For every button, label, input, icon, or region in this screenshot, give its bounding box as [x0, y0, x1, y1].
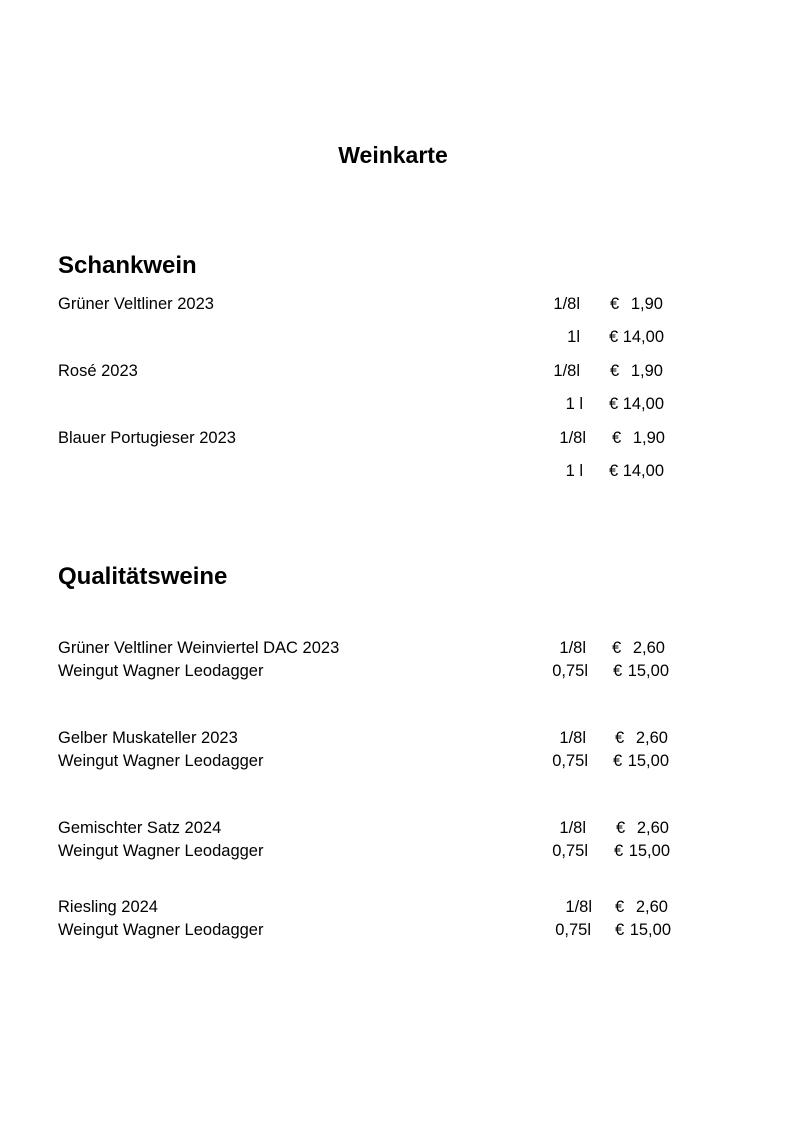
- currency-symbol: €: [610, 362, 620, 380]
- wine-volume: 1 l: [565, 395, 583, 413]
- currency-symbol: €: [615, 921, 625, 939]
- wine-volume: 0,75l: [555, 921, 591, 939]
- wine-price: 1,90: [632, 429, 665, 447]
- wine-price: 2,60: [635, 898, 668, 916]
- currency-symbol: €: [613, 662, 623, 680]
- wine-name: Grüner Veltliner Weinviertel DAC 2023: [58, 639, 340, 657]
- currency-symbol: €: [612, 429, 622, 447]
- wine-volume: 1 l: [565, 462, 583, 480]
- wine-name: Gelber Muskateller 2023: [58, 729, 238, 747]
- currency-symbol: €: [610, 295, 620, 313]
- wine-volume: 1/8l: [553, 295, 580, 313]
- wine-name: Gemischter Satz 2024: [58, 819, 222, 837]
- currency-symbol: €: [609, 395, 619, 413]
- wine-volume: 1/8l: [559, 819, 586, 837]
- wine-name: Riesling 2024: [58, 898, 158, 916]
- wine-price: 15,00: [627, 662, 669, 680]
- currency-symbol: €: [616, 819, 626, 837]
- currency-symbol: €: [613, 752, 623, 770]
- section-heading-schankwein: Schankwein: [58, 252, 197, 279]
- currency-symbol: €: [612, 639, 622, 657]
- wine-price: 2,60: [636, 819, 669, 837]
- wine-volume: 1/8l: [559, 639, 586, 657]
- currency-symbol: €: [614, 842, 624, 860]
- wine-volume: 0,75l: [552, 752, 588, 770]
- wine-price: 15,00: [627, 752, 669, 770]
- wine-price: 14,00: [622, 328, 664, 346]
- page-title: Weinkarte: [338, 142, 448, 168]
- winery-name: Weingut Wagner Leodagger: [58, 662, 264, 680]
- section-heading-qualitaetsweine: Qualitätsweine: [58, 563, 228, 590]
- wine-volume: 1/8l: [553, 362, 580, 380]
- wine-price: 14,00: [622, 462, 664, 480]
- winery-name: Weingut Wagner Leodagger: [58, 921, 264, 939]
- wine-volume: 0,75l: [552, 662, 588, 680]
- wine-price: 2,60: [632, 639, 665, 657]
- wine-volume: 1/8l: [559, 729, 586, 747]
- wine-price: 2,60: [635, 729, 668, 747]
- wine-name: Grüner Veltliner 2023: [58, 295, 214, 313]
- wine-volume: 1/8l: [565, 898, 592, 916]
- wine-price: 15,00: [628, 842, 670, 860]
- currency-symbol: €: [609, 328, 619, 346]
- wine-volume: 0,75l: [552, 842, 588, 860]
- wine-price: 15,00: [629, 921, 671, 939]
- currency-symbol: €: [615, 898, 625, 916]
- wine-name: Rosé 2023: [58, 362, 138, 380]
- wine-volume: 1l: [567, 328, 580, 346]
- wine-price: 1,90: [630, 295, 663, 313]
- wine-volume: 1/8l: [559, 429, 586, 447]
- currency-symbol: €: [609, 462, 619, 480]
- currency-symbol: €: [615, 729, 625, 747]
- wine-price: 1,90: [630, 362, 663, 380]
- wine-name: Blauer Portugieser 2023: [58, 429, 236, 447]
- winery-name: Weingut Wagner Leodagger: [58, 752, 264, 770]
- winery-name: Weingut Wagner Leodagger: [58, 842, 264, 860]
- wine-price: 14,00: [622, 395, 664, 413]
